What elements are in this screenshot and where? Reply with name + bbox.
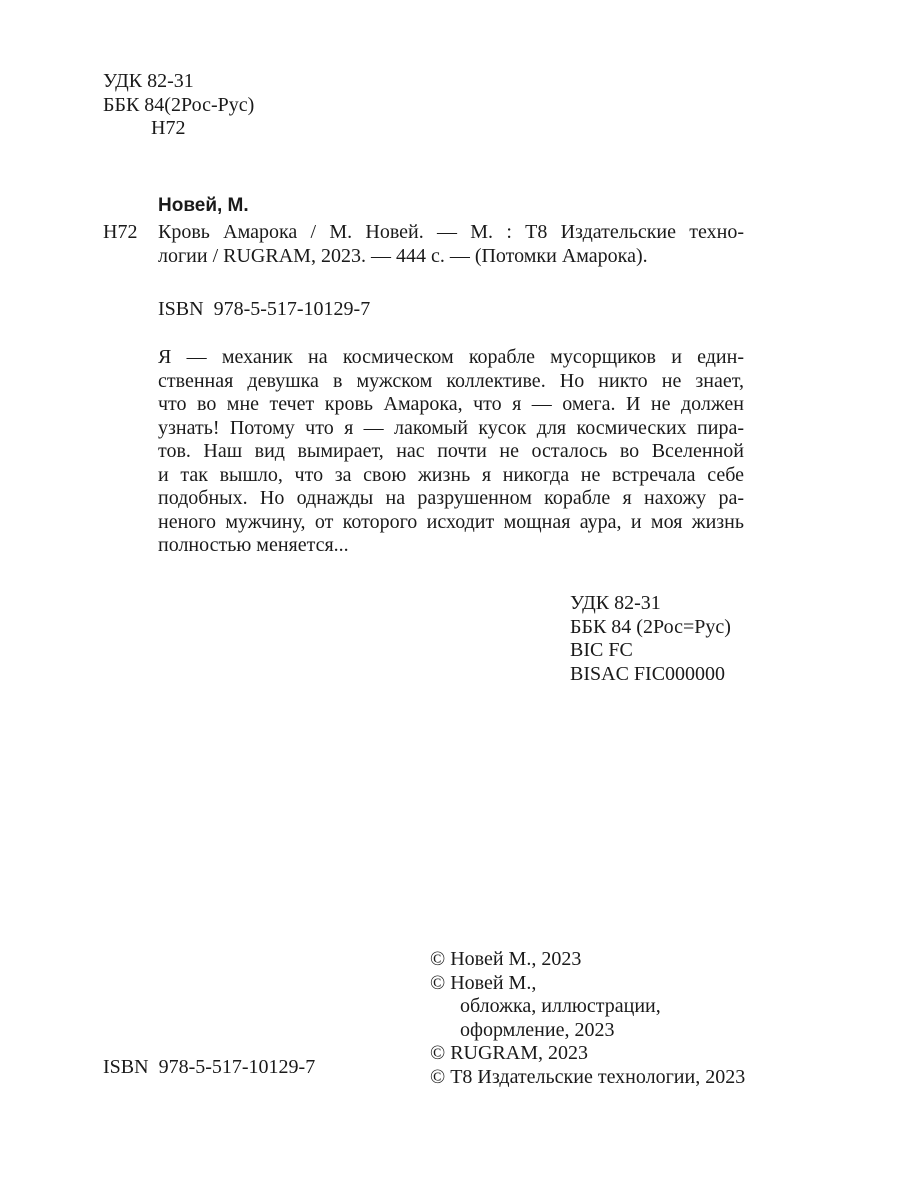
copyright-line: © Новей М., 2023	[430, 948, 582, 970]
isbn-bottom: ISBN 978-5-517-10129-7	[103, 1056, 316, 1078]
bisac-code: BISAC FIC000000	[570, 662, 726, 685]
top-classification-block	[103, 70, 254, 141]
cutter-code: Н72	[151, 117, 186, 139]
bibliographic-cutter: Н72	[103, 221, 138, 243]
annotation-line: подобных. Но однажды на разрушенном корабле я нахожу ра-	[158, 487, 744, 509]
copyright-block	[430, 948, 745, 1089]
annotation-line: Я — механик на космическом корабле мусорщиков и един-	[158, 346, 744, 368]
copyright-line: обложка, иллюстрации,	[460, 995, 661, 1017]
annotation	[158, 346, 744, 558]
annotation-line: ственная девушка в мужском коллективе. Но никто не знает,	[158, 369, 744, 392]
annotation-line: что во мне течет кровь Амарока, что я — омега. И не должен	[158, 393, 744, 415]
right-classification-block	[570, 592, 731, 686]
copyright-line: © Новей М.,	[430, 971, 537, 994]
author-heading: Новей, М.	[158, 195, 249, 216]
annotation-line: неного мужчину, от которого исходит мощная аура, и моя жизнь	[158, 510, 744, 533]
annotation-line: полностью меняется...	[158, 534, 349, 556]
copyright-line: © RUGRAM, 2023	[430, 1042, 588, 1064]
copyright-line: © Т8 Издательские технологии, 2023	[430, 1065, 746, 1088]
bibliographic-line: Кровь Амарока / М. Новей. — М. : Т8 Издательские техно-	[158, 221, 744, 243]
udk-code-right: УДК 82-31	[570, 592, 661, 614]
bibliographic-line: логии / RUGRAM, 2023. — 444 с. — (Потомки Амарока).	[158, 244, 648, 267]
copyright-line: оформление, 2023	[460, 1018, 615, 1041]
bbk-code: ББК 84(2Рос-Рус)	[103, 93, 255, 116]
annotation-line: узнать! Потому что я — лакомый кусок для космических пира-	[158, 416, 744, 439]
bbk-code-right: ББК 84 (2Рос=Рус)	[570, 615, 731, 638]
annotation-line: тов. Наш вид вымирает, нас почти не осталось во Вселенной	[158, 440, 744, 462]
bic-code: BIC FC	[570, 639, 633, 661]
annotation-line: и так вышло, что за свою жизнь я никогда не встречала себе	[158, 463, 744, 486]
bibliographic-description	[158, 221, 744, 268]
udk-code: УДК 82-31	[103, 70, 194, 92]
isbn-top: ISBN 978-5-517-10129-7	[158, 298, 371, 320]
